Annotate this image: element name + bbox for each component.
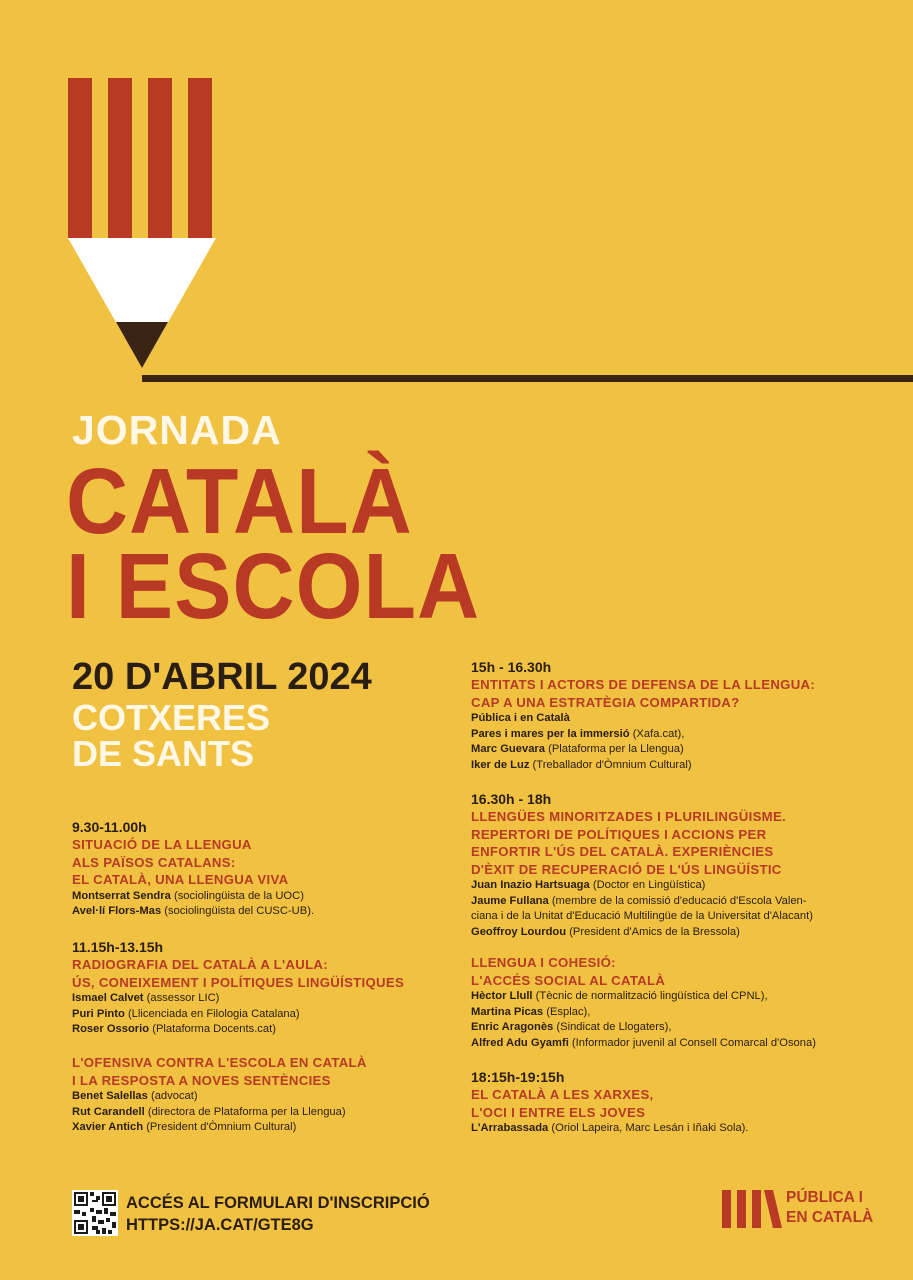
speaker-role: (Esplac),: [543, 1005, 591, 1018]
event-date: 20 D'ABRIL 2024: [72, 656, 372, 698]
session-title: D'ÈXIT DE RECUPERACIÓ DE L'ÚS LINGÜÍSTIC: [471, 861, 782, 877]
speaker-role: (directora de Plataforma per la Llengua): [144, 1105, 346, 1118]
speaker-role: (Xafa.cat),: [629, 727, 685, 740]
session-title: ÚS, CONEIXEMENT I POLÍTIQUES LINGÜÍSTIQUES: [72, 974, 405, 990]
session-title: L'OCI I ENTRE ELS JOVES: [471, 1104, 646, 1120]
registration-cta[interactable]: [126, 1192, 430, 1236]
speaker-role: ciana i de la Unitat d'Educació Multilingüe de la Universitat d'Alacant): [471, 910, 813, 922]
session-block: [72, 938, 404, 1038]
speaker-line: [471, 878, 813, 894]
speaker-name: Iker de Luz: [471, 758, 530, 771]
speaker-line: [72, 1022, 404, 1038]
speaker-role: (sociolingüista del CUSC-UB).: [161, 905, 315, 917]
session-block: [72, 818, 314, 920]
speaker-role: (President d'Amics de la Bressola): [566, 925, 740, 938]
speaker-name: Marc Guevara: [471, 743, 546, 755]
speaker-line: [72, 1089, 367, 1105]
speaker-line: [471, 894, 813, 910]
session-title: L'ACCÉS SOCIAL AL CATALÀ: [471, 972, 666, 988]
session-time: 11.15h-13.15h: [72, 939, 164, 955]
session-time: 9.30-11.00h: [72, 819, 147, 835]
speaker-role: (Treballador d'Òmnium Cultural): [529, 758, 692, 771]
speaker-role: (Doctor en Lingüística): [589, 879, 706, 891]
speaker-line: [72, 889, 314, 905]
speaker-line: [471, 909, 813, 925]
session-block: [471, 658, 815, 773]
session-title: LLENGUA I COHESIÓ:: [471, 955, 616, 970]
session-title: LLENGÜES MINORITZADES I PLURILINGÜISME.: [471, 809, 787, 824]
session-title: EL CATALÀ A LES XARXES,: [471, 1087, 654, 1102]
speaker-role: (assessor LIC): [143, 992, 220, 1004]
session-title: RADIOGRAFIA DEL CATALÀ A L'AULA:: [72, 957, 328, 972]
speaker-name: Pares i mares per la immersió: [471, 727, 630, 740]
speaker-name: Ismael Calvet: [72, 992, 144, 1004]
speaker-name: Geoffroy Lourdou: [471, 925, 567, 938]
program-left-column: [72, 0, 452, 1280]
session-title: ENTITATS I ACTORS DE DEFENSA DE LA LLENGUA:: [471, 677, 816, 692]
session-title: SITUACIÓ DE LA LLENGUA: [72, 837, 252, 852]
speaker-name: Hèctor Llull: [471, 990, 533, 1002]
speaker-line: [471, 727, 815, 743]
speaker-name: Avel·lí Flors-Mas: [72, 905, 162, 917]
speaker-role: (Plataforma Docents.cat): [149, 1023, 276, 1035]
speaker-name: Rut Carandell: [72, 1105, 145, 1118]
speaker-role: (Informador juvenil al Consell Comarcal d'Osona): [568, 1036, 816, 1049]
session-title: ENFORTIR L'ÚS DEL CATALÀ. EXPERIÈNCIES: [471, 844, 774, 859]
speaker-line: [471, 925, 813, 941]
registration-link[interactable]: HTTPS://JA.CAT/GTE8G: [126, 1216, 314, 1234]
speaker-role: (membre de la comissió d'educació d'Escola Valen-: [548, 894, 807, 907]
event-title-line1: CATALÀ: [66, 449, 413, 554]
speaker-line: [471, 1036, 816, 1052]
speaker-line: [72, 1120, 367, 1136]
venue-line1: COTXERES: [72, 697, 271, 738]
organizer-logo-text: [786, 1188, 873, 1228]
speaker-line: [471, 711, 815, 727]
qr-code-icon[interactable]: [72, 1190, 118, 1236]
speaker-name: Montserrat Sendra: [72, 889, 171, 902]
speaker-role: (Tècnic de normalització lingüística del CPNL),: [532, 990, 768, 1002]
event-type: JORNADA: [72, 407, 282, 453]
event-title-line2: I ESCOLA: [66, 534, 481, 639]
speaker-role: (advocat): [147, 1090, 198, 1102]
session-time: 18:15h-19:15h: [471, 1069, 565, 1085]
speaker-line: [72, 904, 314, 920]
venue-line2: DE SANTS: [72, 733, 255, 774]
session-title: EL CATALÀ, UNA LLENGUA VIVA: [72, 872, 289, 887]
speaker-name: Puri Pinto: [72, 1007, 125, 1020]
speaker-role: (Sindicat de Llogaters),: [553, 1021, 672, 1033]
speaker-role: (Llicenciada en Filologia Catalana): [124, 1007, 300, 1020]
speaker-name: Pública i en Català: [471, 712, 570, 724]
logo-line2: EN CATALÀ: [786, 1209, 874, 1226]
speaker-line: [72, 1105, 367, 1121]
speaker-role: (President d'Òmnium Cultural): [143, 1121, 297, 1133]
session-block: [471, 1068, 749, 1137]
registration-label: ACCÉS AL FORMULARI D'INSCRIPCIÓ: [126, 1194, 430, 1212]
session-block: [471, 954, 816, 1051]
speaker-name: Benet Salellas: [72, 1090, 148, 1102]
session-block: [471, 790, 813, 940]
speaker-role: (Oriol Lapeira, Marc Lesán i Iñaki Sola).: [548, 1122, 749, 1134]
speaker-role: (sociolingüista de la UOC): [170, 889, 304, 902]
speaker-name: Juan Inazio Hartsuaga: [471, 879, 590, 891]
speaker-line: [72, 1007, 404, 1023]
speaker-name: Jaume Fullana: [471, 894, 549, 907]
speaker-line: [471, 742, 815, 758]
speaker-name: Alfred Adu Gyamfi: [471, 1036, 569, 1049]
speaker-name: Enric Aragonès: [471, 1021, 554, 1033]
speaker-line: [471, 1005, 816, 1021]
session-title: I LA RESPOSTA A NOVES SENTÈNCIES: [72, 1072, 331, 1088]
speaker-name: Roser Ossorio: [72, 1023, 150, 1035]
session-time: 15h - 16.30h: [471, 659, 552, 675]
speaker-line: [471, 1121, 749, 1137]
speaker-line: [72, 991, 404, 1007]
speaker-name: L'Arrabassada: [471, 1122, 549, 1134]
speaker-line: [471, 1020, 816, 1036]
session-block: [72, 1054, 367, 1136]
session-time: 16.30h - 18h: [471, 791, 552, 807]
session-title: L'OFENSIVA CONTRA L'ESCOLA EN CATALÀ: [72, 1055, 367, 1070]
program-right-column: [471, 0, 891, 1280]
speaker-line: [471, 758, 815, 774]
speaker-role: (Plataforma per la Llengua): [545, 743, 684, 755]
session-title: ALS PAÏSOS CATALANS:: [72, 854, 236, 870]
speaker-line: [471, 989, 816, 1005]
speaker-name: Xavier Antich: [72, 1121, 144, 1133]
session-title: REPERTORI DE POLÍTIQUES I ACCIONS PER: [471, 826, 767, 842]
logo-line1: PÚBLICA I: [786, 1189, 863, 1206]
speaker-name: Martina Picas: [471, 1005, 544, 1018]
session-title: CAP A UNA ESTRATÈGIA COMPARTIDA?: [471, 694, 740, 710]
